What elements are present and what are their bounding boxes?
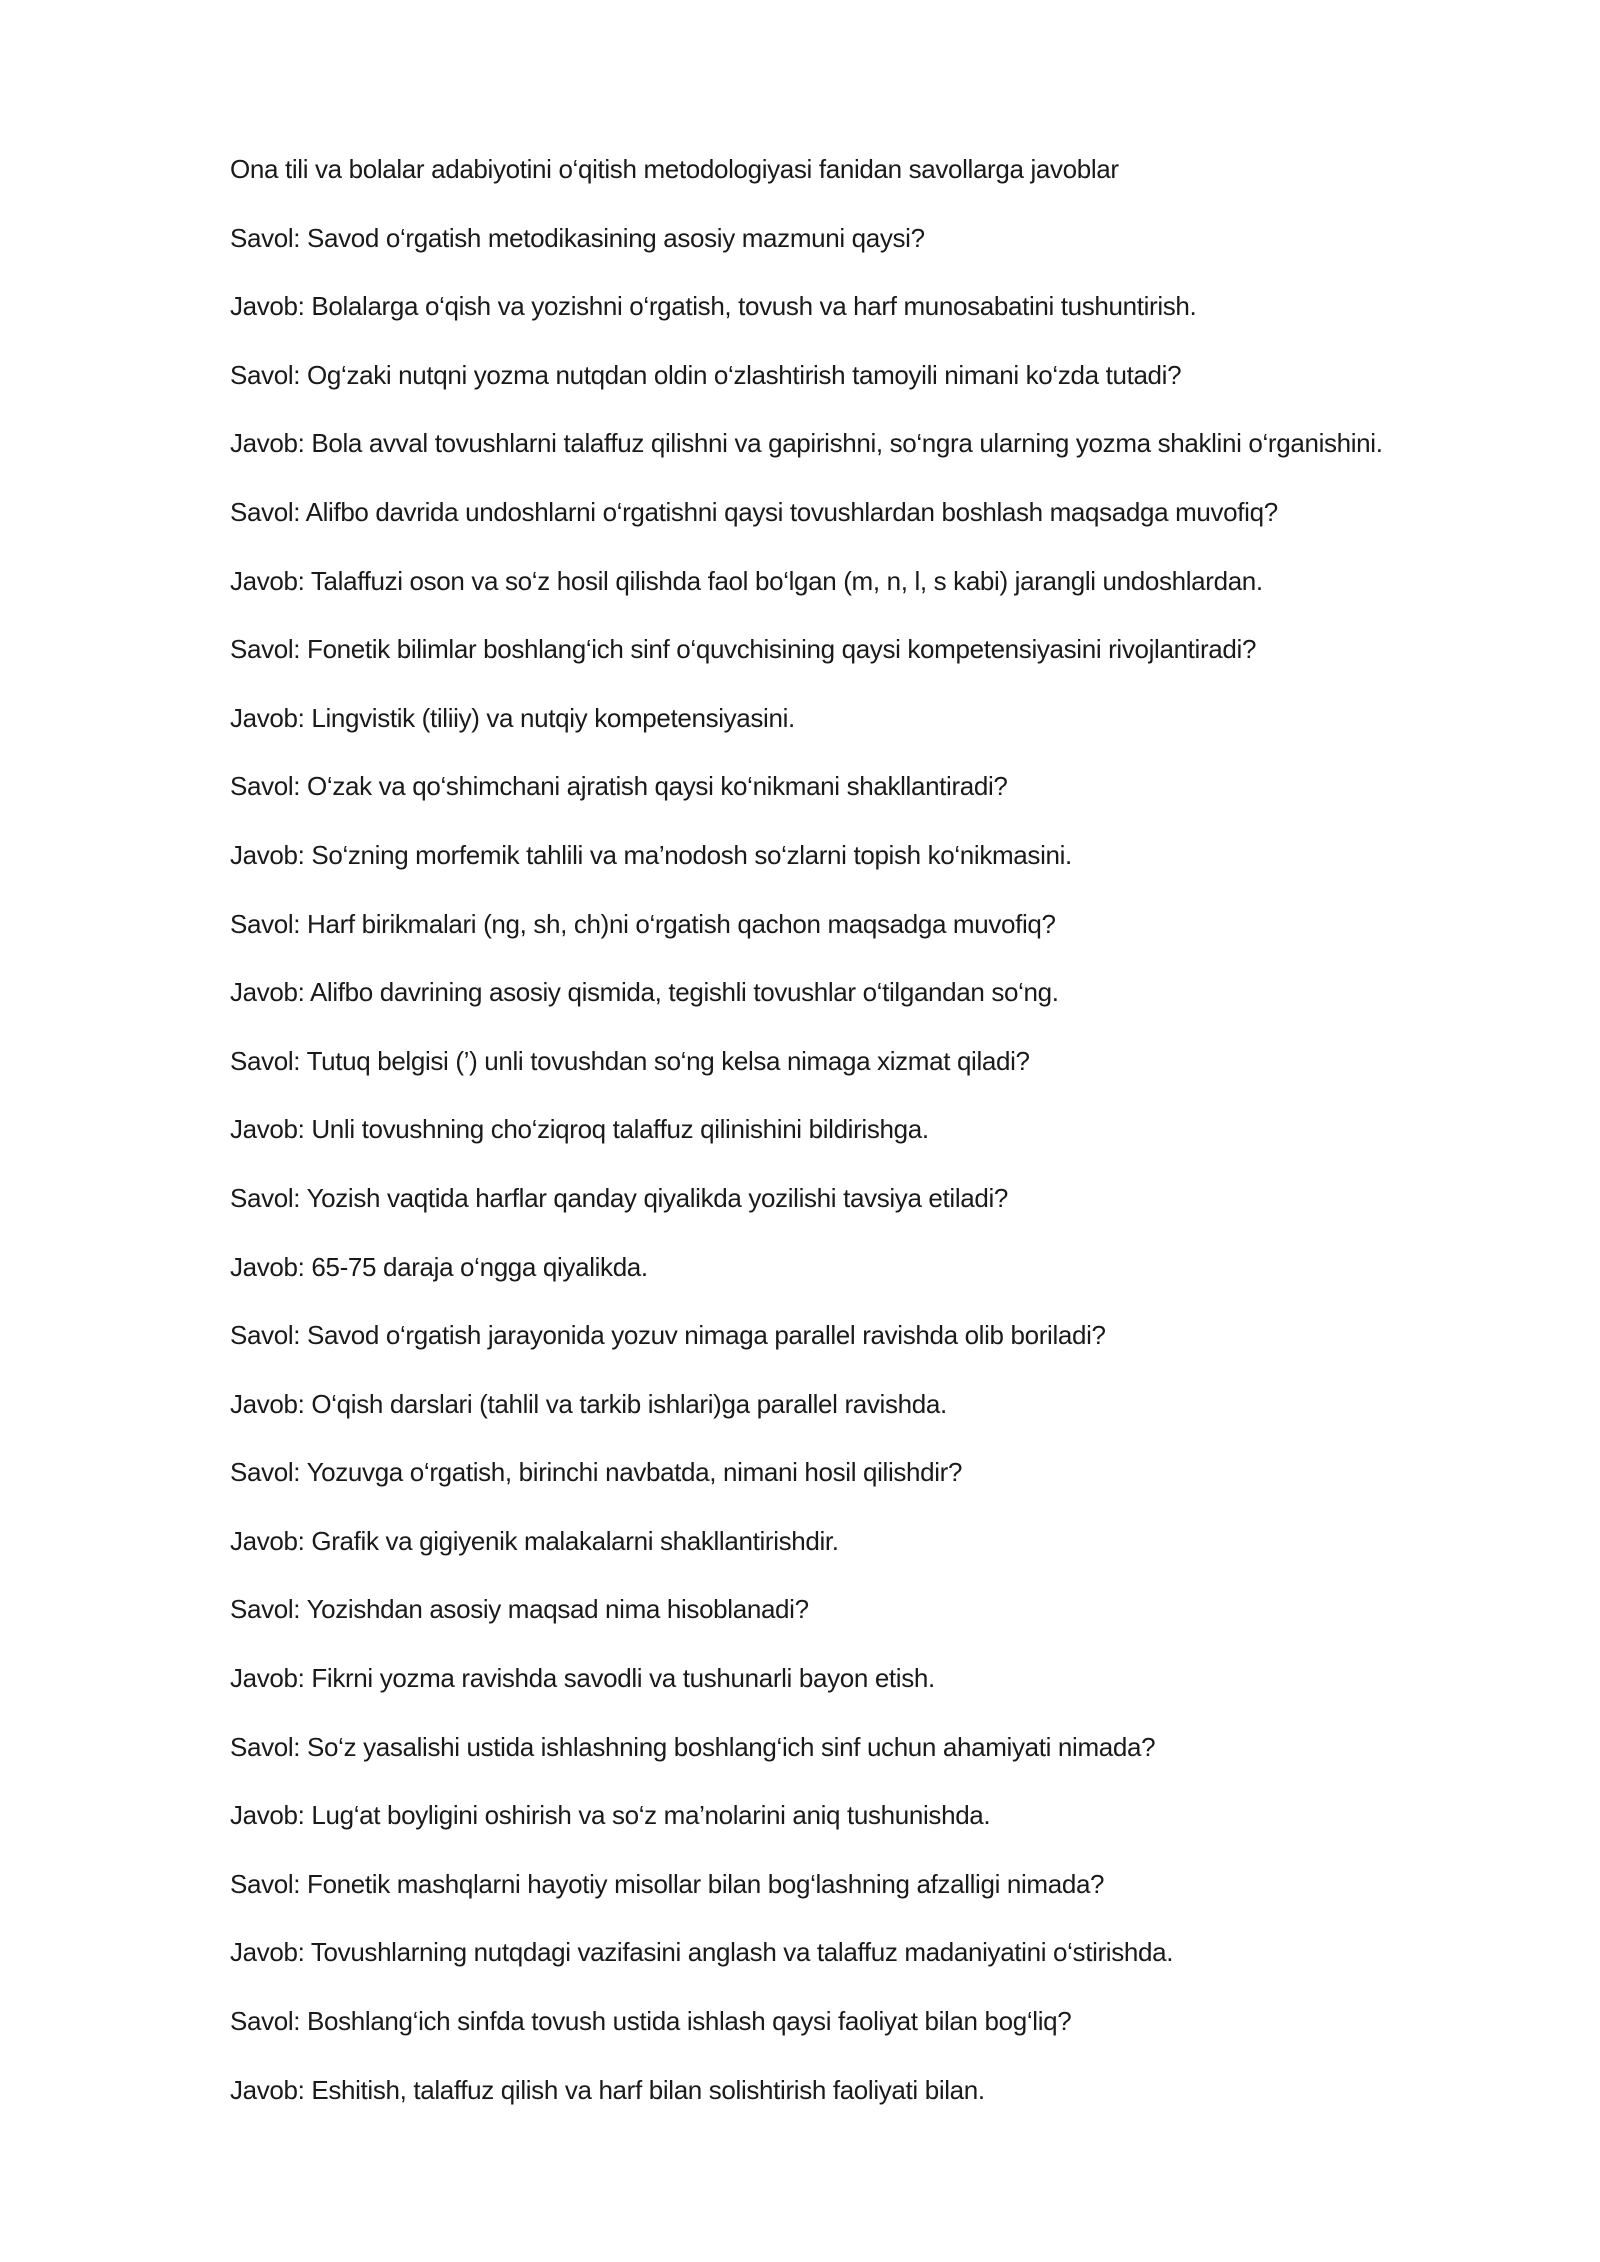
- question-line: Savol: Alifbo davrida undoshlarni o‘rgatishni qaysi tovushlardan boshlash maqsadga muvofiq?: [230, 496, 1278, 527]
- question-line: Savol: So‘z yasalishi ustida ishlashning boshlang‘ich sinf uchun ahamiyati nimada?: [230, 1731, 1156, 1762]
- answer-line: Javob: Tovushlarning nutqdagi vazifasini anglash va talaffuz madaniyatini o‘stirishda.: [230, 1937, 1174, 1968]
- answer-line: Javob: 65-75 daraja o‘ngga qiyalikda.: [230, 1251, 648, 1282]
- answer-line: Javob: Unli tovushning cho‘ziqroq talaffuz qilinishini bildirishga.: [230, 1114, 929, 1145]
- answer-line: Javob: Lingvistik (tiliiy) va nutqiy kompetensiyasini.: [230, 702, 795, 733]
- question-line: Savol: Yozishdan asosiy maqsad nima hisoblanadi?: [230, 1594, 809, 1625]
- document-title: Ona tili va bolalar adabiyotini o‘qitish metodologiyasi fanidan savollarga javoblar: [230, 154, 1119, 184]
- answer-line: Javob: Grafik va gigiyenik malakalarni shakllantirishdir.: [230, 1525, 839, 1556]
- question-line: Savol: Tutuq belgisi (’) unli tovushdan so‘ng kelsa nimaga xizmat qiladi?: [230, 1045, 1030, 1076]
- question-line: Savol: Harf birikmalari (ng, sh, ch)ni o‘rgatish qachon maqsadga muvofiq?: [230, 908, 1056, 939]
- document-body: [230, 152, 1570, 2141]
- question-line: Savol: Savod o‘rgatish jarayonida yozuv nimaga parallel ravishda olib boriladi?: [230, 1320, 1106, 1351]
- question-line: Savol: Og‘zaki nutqni yozma nutqdan oldin o‘zlashtirish tamoyili nimani ko‘zda tutadi?: [230, 359, 1182, 390]
- answer-line: Javob: Bola avval tovushlarni talaffuz qilishni va gapirishni, so‘ngra ularning yozma shaklini o‘rganishini.: [230, 428, 1383, 459]
- question-line: Savol: O‘zak va qo‘shimchani ajratish qaysi ko‘nikmani shakllantiradi?: [230, 771, 1008, 802]
- answer-line: Javob: Talaffuzi oson va so‘z hosil qilishda faol bo‘lgan (m, n, l, s kabi) jarangli undoshlardan.: [230, 565, 1263, 596]
- question-line: Savol: Fonetik mashqlarni hayotiy misollar bilan bog‘lashning afzalligi nimada?: [230, 1868, 1105, 1899]
- question-line: Savol: Fonetik bilimlar boshlang‘ich sinf o‘quvchisining qaysi kompetensiyasini rivojlantiradi?: [230, 634, 1257, 665]
- question-line: Savol: Yozuvga o‘rgatish, birinchi navbatda, nimani hosil qilishdir?: [230, 1457, 963, 1488]
- answer-line: Javob: O‘qish darslari (tahlil va tarkib ishlari)ga parallel ravishda.: [230, 1388, 947, 1419]
- answer-line: Javob: Fikrni yozma ravishda savodli va tushunarli bayon etish.: [230, 1663, 935, 1694]
- question-line: Savol: Savod o‘rgatish metodikasining asosiy mazmuni qaysi?: [230, 222, 925, 253]
- answer-line: Javob: Eshitish, talaffuz qilish va harf bilan solishtirish faoliyati bilan.: [230, 2074, 985, 2105]
- question-line: Savol: Yozish vaqtida harflar qanday qiyalikda yozilishi tavsiya etiladi?: [230, 1182, 1009, 1213]
- answer-line: Javob: Alifbo davrining asosiy qismida, tegishli tovushlar o‘tilgandan so‘ng.: [230, 977, 1059, 1008]
- question-line: Savol: Boshlang‘ich sinfda tovush ustida ishlash qaysi faoliyat bilan bog‘liq?: [230, 2006, 1072, 2037]
- answer-line: Javob: So‘zning morfemik tahlili va ma’nodosh so‘zlarni topish ko‘nikmasini.: [230, 839, 1072, 870]
- answer-line: Javob: Lug‘at boyligini oshirish va so‘z ma’nolarini aniq tushunishda.: [230, 1800, 991, 1831]
- answer-line: Javob: Bolalarga o‘qish va yozishni o‘rgatish, tovush va harf munosabatini tushuntirish.: [230, 291, 1197, 322]
